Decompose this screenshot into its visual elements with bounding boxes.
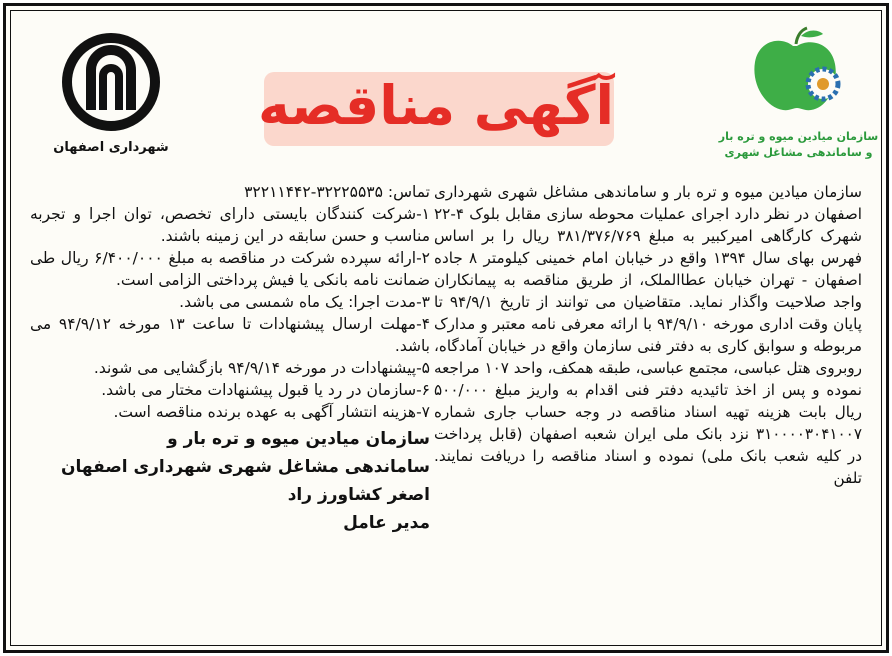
page-title: آگهی مناقصه [257,74,614,137]
condition-item-4: ۴-مهلت ارسال پیشنهادات تا ساعت ۱۳ مورخه ۹۴/۹/۱۲ می باشد. [30,315,431,355]
contact-phone: تماس: ۳۲۲۲۵۵۳۵-۳۲۲۱۱۴۴۲ [244,183,430,201]
condition-item-2: ۲-ارائه سپرده شرکت در مناقصه به مبلغ ۶/۴۰۰/۰۰۰ ریال طی ضمانت نامه بانکی یا فیش پرداختی الزامی است. [30,249,430,289]
condition-item-7: ۷-هزینه انتشار آگهی به عهده برنده مناقصه است. [113,403,430,421]
organization-caption [711,129,886,161]
signature-name: اصغر کشاورز راد [287,485,430,505]
apple-gear-emblem-icon [741,24,861,124]
municipality-caption: شهرداری اصفهان [53,140,169,155]
signature-role: مدیر عامل [343,513,430,533]
tender-description [434,181,862,489]
signature-org-line2: ساماندهی مشاغل شهری شهرداری اصفهان [60,457,430,477]
organization-caption-line2: و ساماندهی مشاغل شهری [724,146,873,159]
condition-item-3: ۳-مدت اجرا: یک ماه شمسی می باشد. [179,293,430,311]
municipality-emblem-icon [61,32,161,132]
signature-org-line1: سازمان میادین میوه و تره بار و [167,429,430,449]
isfahan-municipality-logo [46,28,176,173]
organization-caption-line1: سازمان میادین میوه و تره بار [718,130,879,143]
condition-item-5: ۵-پیشنهادات در مورخه ۹۴/۹/۱۴ بازگشایی می شوند. [93,359,430,377]
condition-item-6: ۶-سازمان در رد یا قبول پیشنهادات مختار می باشد. [101,381,430,399]
fruit-market-organization-logo [711,24,886,174]
tender-advertisement [3,3,889,653]
description-text: سازمان میادین میوه و تره بار و ساماندهی مشاغل شهری شهرداری اصفهان در نظر دارد اجرای عملیات محوطه سازی مقابل بلوک ۴-۲۲ شهرک کارگاهی امیرکبیر به مبلغ ۳۸۱/۳۷۶/۷۶۹ ریال را بر اساس فهرس بهای سال ۱۳۹۴ واقع در خیابان امام خمینی کیلومتر ۸ جاده اصفهان - تهران خیابان عطاالملک، از طریق مناقصه به پیمانکاران واجد صلاحیت واگذار نماید. متقاضیان می توانند از تاریخ ۹۴/۹/۱ تا پایان وقت اداری مورخه ۹۴/۹/۱۰ با ارائه معرفی نامه معتبر و مدارک مربوطه و سوابق کاری به دفتر فنی سازمان واقع در خیابان آمادگاه، روبروی هتل عباسی، مجتمع عباسی، طبقه همکف، واحد ۱۰۷ مراجعه نموده و پس از اخذ تائیدیه دفتر فنی اقدام به واریز مبلغ ۵۰۰/۰۰۰ ریال بابت هزینه تهیه اسناد مناقصه در وجه حساب جاری شماره ۳۱۰۰۰۰۳۰۴۱۰۰۷ نزد بانک ملی ایران شعبه اصفهان (قابل پرداخت در کلیه شعب بانک ملی) نموده و اسناد مناقصه را دریافت نمایند. تلفن [434,183,863,487]
tender-conditions [30,181,430,535]
condition-item-1: ۱-شرکت کنندگان بایستی دارای تخصص، توان اجرا و تجربه مناسب و حسن سابقه در این زمینه باشند. [30,205,430,245]
